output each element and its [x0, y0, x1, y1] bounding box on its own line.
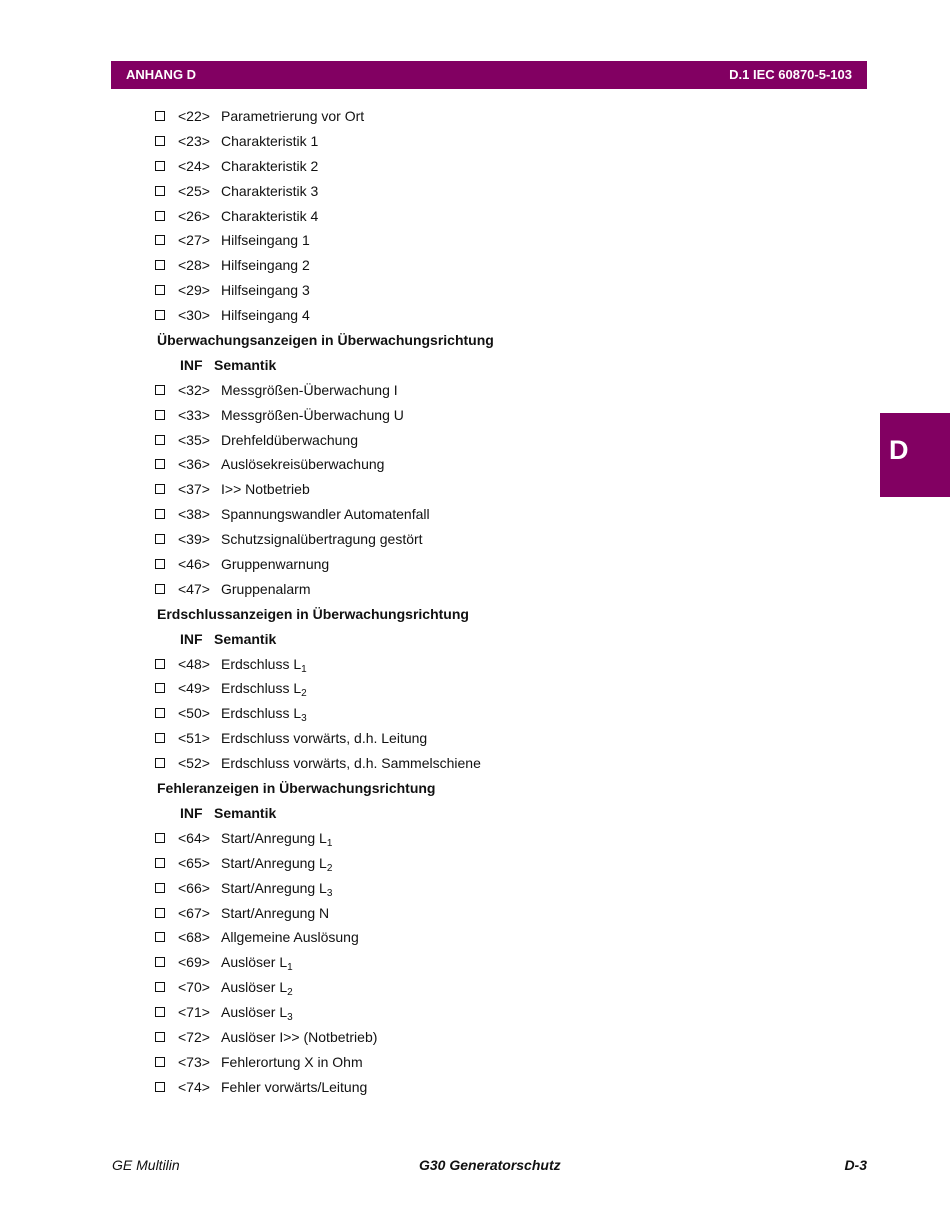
semantik-text: Gruppenalarm — [221, 580, 311, 597]
inf-code: <29> — [178, 282, 210, 299]
checkbox-icon — [155, 683, 165, 693]
phase-subscript: 2 — [287, 987, 293, 999]
inf-code: <65> — [178, 854, 210, 871]
semantik-label — [221, 1050, 363, 1075]
inf-code: <64> — [178, 829, 210, 846]
inf-code: <50> — [178, 705, 210, 722]
checkbox-icon — [155, 186, 165, 196]
checkbox-icon — [155, 285, 165, 295]
list-item — [154, 851, 754, 876]
semantik-label — [221, 901, 329, 926]
checkbox-icon — [155, 410, 165, 420]
semantik-text: Hilfseingang 1 — [221, 232, 310, 249]
checkbox-icon — [155, 534, 165, 544]
inf-code: <27> — [178, 232, 210, 249]
list-item — [154, 502, 754, 527]
inf-code: <69> — [178, 954, 210, 971]
semantik-label — [221, 104, 364, 129]
inf-code: <33> — [178, 406, 210, 423]
semantik-label — [221, 378, 398, 403]
list-item — [154, 428, 754, 453]
semantik-label — [221, 179, 318, 204]
list-item — [154, 552, 754, 577]
inf-code: <37> — [178, 481, 210, 498]
page-header-bar — [111, 61, 867, 89]
checkbox-icon — [155, 659, 165, 669]
checkbox-icon — [155, 559, 165, 569]
list-item — [154, 477, 754, 502]
semantik-label — [221, 826, 332, 851]
checkbox-icon — [155, 310, 165, 320]
semantik-text: Drehfeldüberwachung — [221, 431, 358, 448]
checkbox-icon — [155, 1007, 165, 1017]
list-item — [154, 104, 754, 129]
semantik-text: Start/Anregung L — [221, 879, 327, 896]
checkbox-icon — [155, 858, 165, 868]
inf-code: <48> — [178, 655, 210, 672]
semantik-text: I>> Notbetrieb — [221, 481, 310, 498]
list-item — [154, 751, 754, 776]
inf-code: <24> — [178, 157, 210, 174]
semantik-label — [221, 676, 307, 701]
semantik-label — [221, 204, 318, 229]
checkbox-icon — [155, 1032, 165, 1042]
list-item — [154, 726, 754, 751]
semantik-text: Fehler vorwärts/Leitung — [221, 1078, 368, 1095]
semantik-label — [221, 403, 404, 428]
semantik-text: Auslösekreisüberwachung — [221, 456, 385, 473]
phase-subscript: 2 — [326, 862, 333, 874]
list-item — [154, 452, 754, 477]
inf-code: <38> — [178, 506, 210, 523]
inf-code: <46> — [178, 556, 210, 573]
column-header-semantik: Semantik — [214, 356, 277, 373]
footer-product: G30 Generatorschutz — [419, 1157, 561, 1173]
checkbox-icon — [155, 1082, 165, 1092]
checkbox-icon — [155, 211, 165, 221]
side-tab-letter: D — [889, 435, 909, 465]
checkbox-icon — [155, 136, 165, 146]
list-item — [154, 1050, 754, 1075]
semantik-label — [221, 652, 307, 677]
header-section: D.1 IEC 60870-5-103 — [729, 67, 852, 82]
semantik-label — [221, 726, 427, 751]
checkbox-icon — [155, 161, 165, 171]
semantik-text: Auslöser L — [221, 1004, 288, 1021]
checkbox-icon — [155, 758, 165, 768]
inf-code: <28> — [178, 257, 210, 274]
list-item — [154, 925, 754, 950]
checkbox-icon — [155, 584, 165, 594]
semantik-text: Charakteristik 2 — [221, 157, 319, 174]
list-item — [154, 701, 754, 726]
semantik-label — [221, 552, 329, 577]
list-item — [154, 253, 754, 278]
semantik-text: Auslöser L — [221, 979, 288, 996]
column-header-inf: INF — [180, 804, 203, 821]
semantik-text: Start/Anregung L — [221, 829, 327, 846]
list-item — [154, 577, 754, 602]
checkbox-icon — [155, 908, 165, 918]
checkbox-icon — [155, 435, 165, 445]
inf-code: <22> — [178, 108, 210, 124]
list-item — [154, 278, 754, 303]
phase-subscript: 1 — [287, 962, 293, 974]
inf-code: <71> — [178, 1004, 210, 1021]
semantik-text: Auslöser L — [221, 954, 288, 971]
semantik-label — [221, 950, 293, 975]
semantik-text: Fehlerortung X in Ohm — [221, 1053, 363, 1070]
list-item — [154, 901, 754, 926]
list-item — [154, 204, 754, 229]
list-item — [154, 179, 754, 204]
semantik-text: Schutzsignalübertragung gestört — [221, 531, 423, 548]
semantik-text: Messgrößen-Überwachung U — [221, 406, 404, 423]
column-header-inf: INF — [180, 630, 203, 647]
semantik-label — [221, 527, 423, 552]
semantik-text: Charakteristik 4 — [221, 207, 319, 224]
semantik-text: Erdschluss L — [221, 655, 302, 672]
checkbox-icon — [155, 260, 165, 270]
semantik-text: Spannungswandler Automatenfall — [221, 506, 430, 523]
semantik-label — [221, 751, 481, 776]
footer-page-number: D-3 — [844, 1157, 867, 1173]
semantik-text: Start/Anregung L — [221, 854, 327, 871]
semantik-label — [221, 577, 311, 602]
inf-code: <67> — [178, 904, 210, 921]
semantik-text: Auslöser I>> (Notbetrieb) — [221, 1028, 378, 1045]
checkbox-icon — [155, 883, 165, 893]
semantik-text: Allgemeine Auslösung — [221, 929, 359, 946]
list-item — [154, 676, 754, 701]
inf-code: <52> — [178, 755, 210, 772]
checkbox-icon — [155, 509, 165, 519]
inf-code: <32> — [178, 381, 210, 398]
list-item — [154, 950, 754, 975]
semantik-text: Hilfseingang 2 — [221, 257, 310, 274]
inf-code: <23> — [178, 132, 210, 149]
semantik-label — [221, 228, 310, 253]
semantik-text: Erdschluss L — [221, 705, 302, 722]
checkbox-icon — [155, 111, 165, 121]
column-header — [154, 801, 754, 826]
list-item — [154, 378, 754, 403]
inf-code: <74> — [178, 1078, 210, 1095]
semantik-label — [221, 278, 310, 303]
phase-subscript: 3 — [287, 1012, 293, 1024]
phase-subscript: 3 — [301, 713, 307, 725]
column-header-semantik: Semantik — [214, 804, 277, 821]
section-title: Fehleranzeigen in Überwachungsrichtung — [157, 780, 436, 797]
semantik-label — [221, 876, 332, 901]
phase-subscript: 1 — [301, 663, 307, 675]
semantik-label — [221, 502, 430, 527]
inf-code: <73> — [178, 1053, 210, 1070]
semantik-text: Erdschluss vorwärts, d.h. Leitung — [221, 730, 428, 747]
semantik-label — [221, 129, 318, 154]
semantik-text: Start/Anregung N — [221, 904, 330, 921]
list-item — [154, 1025, 754, 1050]
list-item — [154, 129, 754, 154]
column-header — [154, 627, 754, 652]
list-item — [154, 975, 754, 1000]
semantik-label — [221, 851, 332, 876]
inf-code: <26> — [178, 207, 210, 224]
column-header — [154, 353, 754, 378]
signal-list — [154, 104, 754, 1100]
footer-company: GE Multilin — [112, 1157, 180, 1173]
list-item — [154, 154, 754, 179]
semantik-text: Charakteristik 1 — [221, 132, 319, 149]
checkbox-icon — [155, 1057, 165, 1067]
semantik-label — [221, 975, 293, 1000]
semantik-text: Hilfseingang 3 — [221, 282, 310, 299]
checkbox-icon — [155, 235, 165, 245]
list-item — [154, 1075, 754, 1100]
list-item — [154, 303, 754, 328]
inf-code: <72> — [178, 1028, 210, 1045]
inf-code: <68> — [178, 929, 210, 946]
semantik-label — [221, 1000, 293, 1025]
phase-subscript: 3 — [326, 887, 333, 899]
semantik-text: Hilfseingang 4 — [221, 307, 310, 324]
inf-code: <49> — [178, 680, 210, 697]
list-item — [154, 1000, 754, 1025]
inf-code: <35> — [178, 431, 210, 448]
semantik-label — [221, 452, 384, 477]
inf-code: <51> — [178, 730, 210, 747]
checkbox-icon — [155, 833, 165, 843]
list-item — [154, 403, 754, 428]
checkbox-icon — [155, 982, 165, 992]
list-item — [154, 826, 754, 851]
checkbox-icon — [155, 932, 165, 942]
column-header-semantik: Semantik — [214, 630, 277, 647]
semantik-label — [221, 701, 307, 726]
inf-code: <25> — [178, 182, 210, 199]
semantik-label — [221, 154, 318, 179]
chapter-side-tab — [880, 413, 950, 497]
semantik-text: Erdschluss L — [221, 680, 302, 697]
checkbox-icon — [155, 708, 165, 718]
phase-subscript: 1 — [326, 837, 333, 849]
checkbox-icon — [155, 385, 165, 395]
list-item — [154, 652, 754, 677]
list-item — [154, 228, 754, 253]
inf-code: <36> — [178, 456, 210, 473]
inf-code: <70> — [178, 979, 210, 996]
inf-code: <30> — [178, 307, 210, 324]
semantik-label — [221, 925, 359, 950]
inf-code: <47> — [178, 580, 210, 597]
semantik-text: Gruppenwarnung — [221, 556, 330, 573]
inf-code: <66> — [178, 879, 210, 896]
column-header-inf: INF — [180, 356, 203, 373]
semantik-label — [221, 303, 310, 328]
semantik-label — [221, 1025, 377, 1050]
section-title: Erdschlussanzeigen in Überwachungsrichtung — [157, 605, 469, 622]
semantik-text: Messgrößen-Überwachung I — [221, 381, 398, 398]
checkbox-icon — [155, 733, 165, 743]
header-chapter: ANHANG D — [126, 67, 197, 82]
list-item — [154, 876, 754, 901]
semantik-label — [221, 428, 358, 453]
list-item — [154, 527, 754, 552]
checkbox-icon — [155, 459, 165, 469]
semantik-text: Parametrierung vor Ort — [221, 108, 365, 124]
semantik-label — [221, 1075, 367, 1100]
semantik-text: Charakteristik 3 — [221, 182, 319, 199]
semantik-label — [221, 477, 310, 502]
inf-code: <39> — [178, 531, 210, 548]
section-title: Überwachungsanzeigen in Überwachungsrichtung — [157, 332, 494, 349]
semantik-text: Erdschluss vorwärts, d.h. Sammelschiene — [221, 755, 481, 772]
checkbox-icon — [155, 484, 165, 494]
semantik-label — [221, 253, 310, 278]
phase-subscript: 2 — [301, 688, 307, 700]
checkbox-icon — [155, 957, 165, 967]
